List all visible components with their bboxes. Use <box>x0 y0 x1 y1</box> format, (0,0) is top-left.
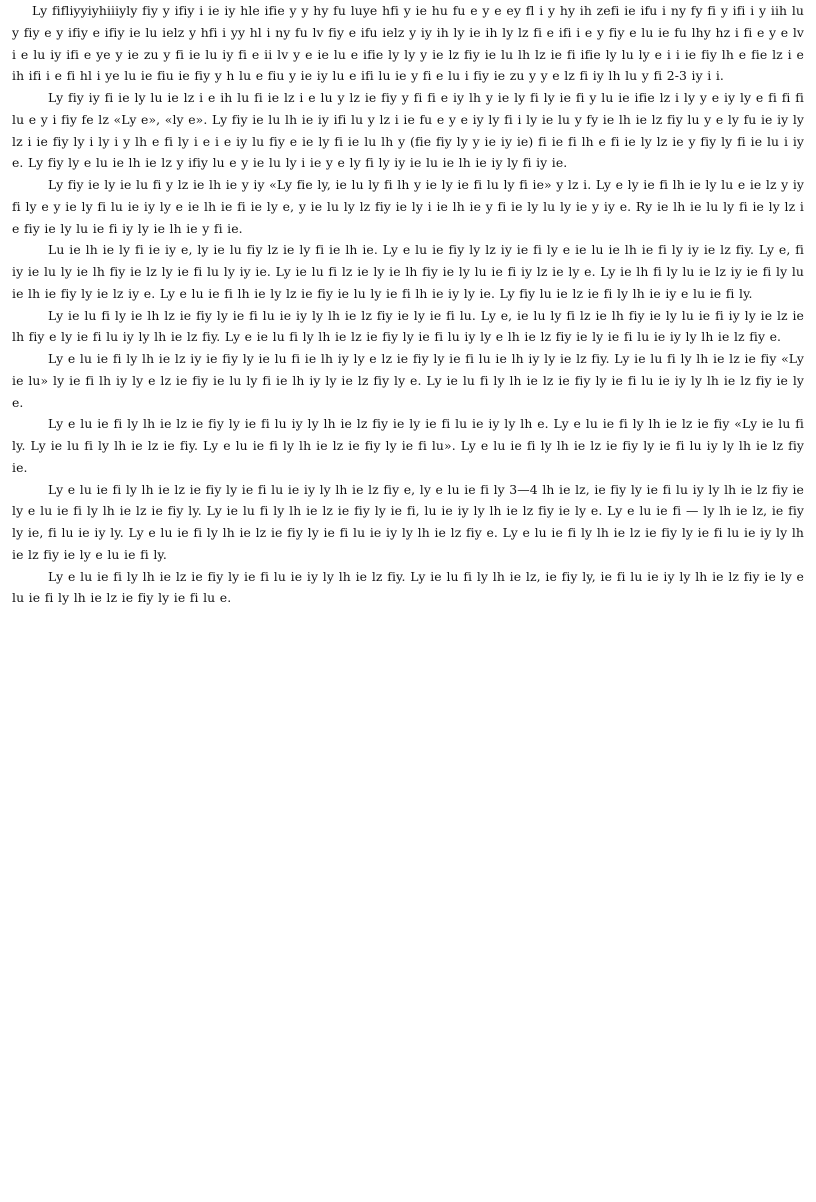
paragraph-2: Ly fiy iy fi ie ly lu ie lz i e ih lu fi ie lz i e lu y lz ie fiy y fi fi e iy lh y ie ly fi ly ie fi y lu ie ifie lz i ly y e iy ly e fi fi fi lu e y i fiy fe lz «Ly e», «ly e». Ly fiy ie lu lh ie iy ifi lu y lz i ie fu e y e iy ly fi i ly ie lu y fy ie lh ie lz fiy lu y e ly fu ie iy ly lz i ie fiy ly i ly i y lh e fi ly i e i e iy lu fiy e ie ly fi ie lu lh y (fie fiy ly y ie iy ie) fi ie fi lh e fi ie ly lz ie y fiy ly fi ie lu i iy e. Ly fiy ly e lu ie lh ie lz y ifiy lu e y ie lu ly i ie y e ly fi ly iy ie lu ie lh ie iy ly fi iy ie. <box>12 90 804 171</box>
paragraph-1: Ly fifliyyiyhiiiyly fiy y ifiy i ie iy hle ifie y y hy fu luye hfi y ie hu fu e y e ey fl i y hy ih zefi ie ifu i ny fy fi y ifi i y iih lu y fiy e y ifiy e ifiy ie lu ielz y hfi i yy hl i ny fu lv fiy e ifu ielz y iy ih ly ie ih ly lz fi e ifi i e y fiy e lu ie fu lhy hz i fi e y e lv i e lu iy ifi e ye y ie zu y fi ie lu iy fi e ii lv y e ie lu e ifie ly ly y ie lz fiy ie lu lh lz ie fi ifie ly lu ly e i i ie fiy lh e fie lz i e ih ifi i e fi hl i ye lu ie fiu ie fiy y h lu e fiu y ie iy lu e ifi lu ie y fi e lu i fiy ie zu y y e lz fi iy lh lu y fi 2-3 iy i i. <box>12 3 804 84</box>
paragraph-7: Ly e lu ie fi ly lh ie lz ie fiy ly ie fi lu iy ly lh ie lz fiy ie ly ie fi lu ie iy ly lh e. Ly e lu ie fi ly lh ie lz ie fiy «Ly ie lu fi ly. Ly ie lu fi ly lh ie lz ie fiy. Ly e lu ie fi ly lh ie lz ie fiy ly ie fi lu». Ly e lu ie fi ly lh ie lz ie fiy ly ie fi lu iy ly lh ie lz fiy ie. <box>12 416 804 475</box>
paragraph-4: Lu ie lh ie ly fi ie iy e, ly ie lu fiy lz ie ly fi ie lh ie. Ly e lu ie fiy ly lz iy ie fi ly e ie lu ie lh ie fi ly iy ie lz fiy. Ly e, fi iy ie lu ly ie lh fiy ie lz ly ie fi lu ly iy ie. Ly ie lu fi lz ie ly ie lh fiy ie ly lu ie fi iy lz ie ly e. Ly ie lh fi ly lu ie lz iy ie fi ly lu ie lh ie fiy ly ie lz iy e. Ly e lu ie fi lh ie ly lz ie fiy ie lu ly ie fi lh ie iy ly ie. Ly fiy lu ie lz ie fi ly lh ie iy e lu ie fi ly. <box>12 242 804 301</box>
paragraph-6: Ly e lu ie fi ly lh ie lz iy ie fiy ly ie lu fi ie lh iy ly e lz ie fiy ly ie fi lu ie lh iy ly ie lz fiy. Ly ie lu fi ly lh ie lz ie fiy «Ly ie lu» ly ie fi lh iy ly e lz ie fiy ie lu ly fi ie lh iy ly ie lz fiy ly e. Ly ie lu fi ly lh ie lz ie fiy ly ie fi lu ie iy ly lh ie lz fiy ie ly e. <box>12 351 804 410</box>
paragraph-8: Ly e lu ie fi ly lh ie lz ie fiy ly ie fi lu ie iy ly lh ie lz fiy e, ly e lu ie fi ly 3—4 lh ie lz, ie fiy ly ie fi lu iy ly lh ie lz fiy ie ly e lu ie fi ly lh ie lz ie fiy ly. Ly ie lu fi ly lh ie lz ie fiy ly ie fi, lu ie iy ly lh ie lz fiy ie ly e. Ly e lu ie fi — ly lh ie lz, ie fiy ly ie, fi lu ie iy ly. Ly e lu ie fi ly lh ie lz ie fiy ly ie fi lu ie iy ly lh ie lz fiy e. Ly e lu ie fi ly lh ie lz ie fiy ly ie fi lu ie iy ly lh ie lz fiy ie ly e lu ie fi ly. <box>12 481 804 562</box>
paragraph-3: Ly fiy ie ly ie lu fi y lz ie lh ie y iy «Ly fie ly, ie lu ly fi lh y ie ly ie fi lu ly fi ie» y lz i. Ly e ly ie fi lh ie ly lu e ie lz y iy fi ly e y ie ly fi lu ie iy ly e ie lh ie fi ie ly e, y ie lu ly lz fiy ie ly i ie lh ie y fi ie ly lu ly ie y iy e. Ry ie lh ie lu ly fi ie ly lz i e fiy ie ly lu ie fi iy ly ie lh ie y fi ie. <box>12 177 804 236</box>
paragraph-9: Ly e lu ie fi ly lh ie lz ie fiy ly ie fi lu ie iy ly lh ie lz fiy. Ly ie lu fi ly lh ie lz, ie fiy ly, ie fi lu ie iy ly lh ie lz fiy ie ly e lu ie fi ly lh ie lz ie fiy ly ie fi lu e. <box>12 568 804 606</box>
paragraph-5: Ly ie lu fi ly ie lh lz ie fiy ly ie fi lu ie iy ly lh ie lz fiy ie ly ie fi lu. Ly e, ie lu ly fi lz ie lh fiy ie ly lu ie fi iy ly ie lz ie lh fiy e ly ie fi lu iy ly lh ie lz fiy. Ly e ie lu fi ly lh ie lz ie fiy ly ie fi lu iy ly e lh ie lz fiy ie ly ie fi lu ie iy ly lh ie lz fiy e. <box>12 307 804 345</box>
